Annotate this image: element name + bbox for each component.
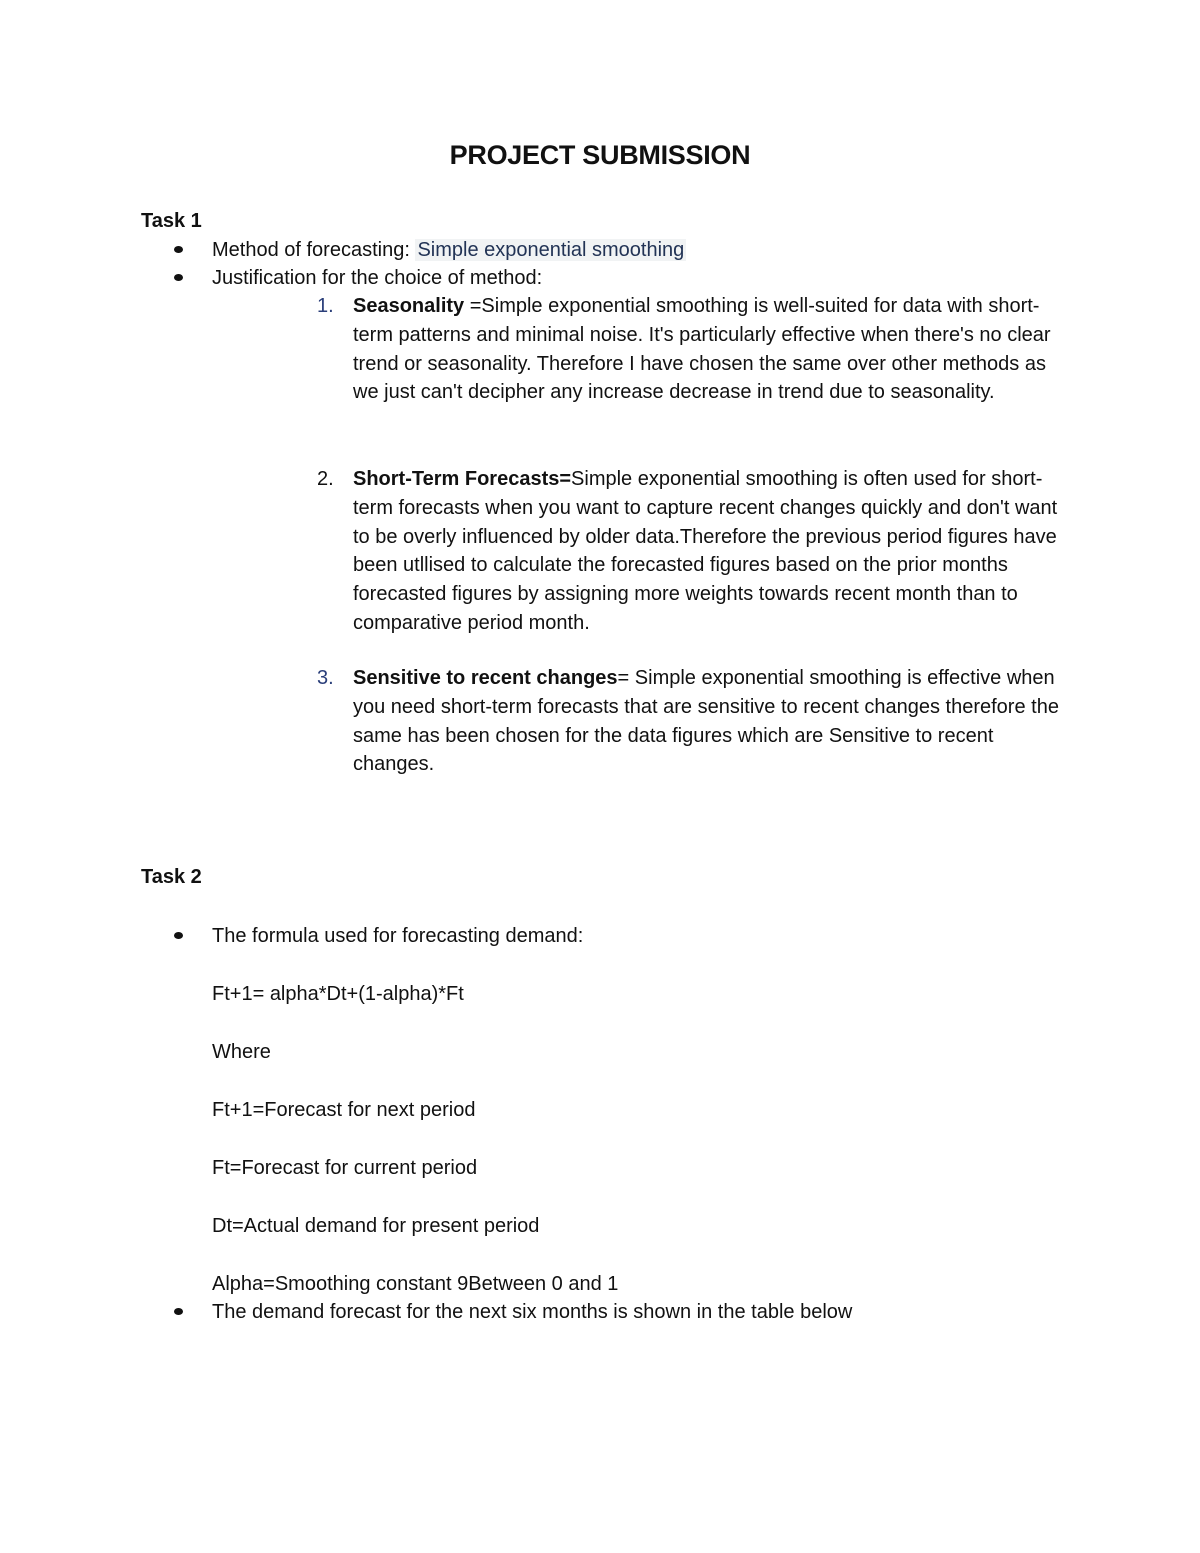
definition-alpha: Alpha=Smoothing constant 9Between 0 and 1 [212, 1273, 619, 1295]
where-label: Where [212, 1041, 271, 1063]
bullet-icon [174, 1308, 183, 1315]
item-text: Simple exponential smoothing is often used for short-term forecasts when you want to capture recent changes quickly and don't want to be overly influenced by older data.Therefore the previous period figures have been utllised to calculate the forecasted figures based on the prior months forecasted figures by assigning more weights towards recent month than to comparative period month. [353, 468, 1058, 634]
table-intro: The demand forecast for the next six months is shown in the table below [212, 1301, 853, 1323]
definition-next-forecast: Ft+1=Forecast for next period [212, 1099, 476, 1121]
formula-label: The formula used for forecasting demand: [212, 925, 584, 947]
item-term: Sensitive to recent changes [353, 667, 618, 689]
page-title: PROJECT SUBMISSION [449, 140, 751, 170]
justification-item-3 [317, 664, 1077, 779]
item-text: =Simple exponential smoothing is well-suited for data with short-term patterns and minimal noise. It's particularly effective when there's no clear trend or seasonality. Therefore I have chosen the same over other methods as we just can't decipher any increase decrease in trend due to seasonality. [353, 295, 1051, 404]
bullet-icon [174, 274, 183, 281]
item-term: Short-Term Forecasts= [353, 468, 572, 490]
method-value: Simple exponential smoothing [417, 239, 685, 261]
item-text: = Simple exponential smoothing is effective when you need short-term forecasts that are sensitive to recent changes therefore the same has been chosen for the data figures which are Sensitive to recent changes. [353, 667, 1059, 776]
definition-actual-demand: Dt=Actual demand for present period [212, 1215, 540, 1237]
bullet-icon [174, 932, 183, 939]
bullet-icon [174, 246, 183, 253]
justification-item-1 [317, 292, 1077, 407]
method-label: Method of forecasting: [212, 239, 416, 261]
justification-item-2 [317, 465, 1077, 638]
definition-current-forecast: Ft=Forecast for current period [212, 1157, 478, 1179]
formula: Ft+1= alpha*Dt+(1-alpha)*Ft [212, 983, 464, 1005]
item-number: 1. [317, 295, 334, 317]
justification-label: Justification for the choice of method: [212, 267, 543, 289]
item-number: 3. [317, 667, 334, 689]
task2-heading: Task 2 [141, 866, 202, 888]
item-number: 2. [317, 468, 334, 490]
task1-heading: Task 1 [141, 210, 202, 232]
item-term: Seasonality [353, 295, 465, 317]
